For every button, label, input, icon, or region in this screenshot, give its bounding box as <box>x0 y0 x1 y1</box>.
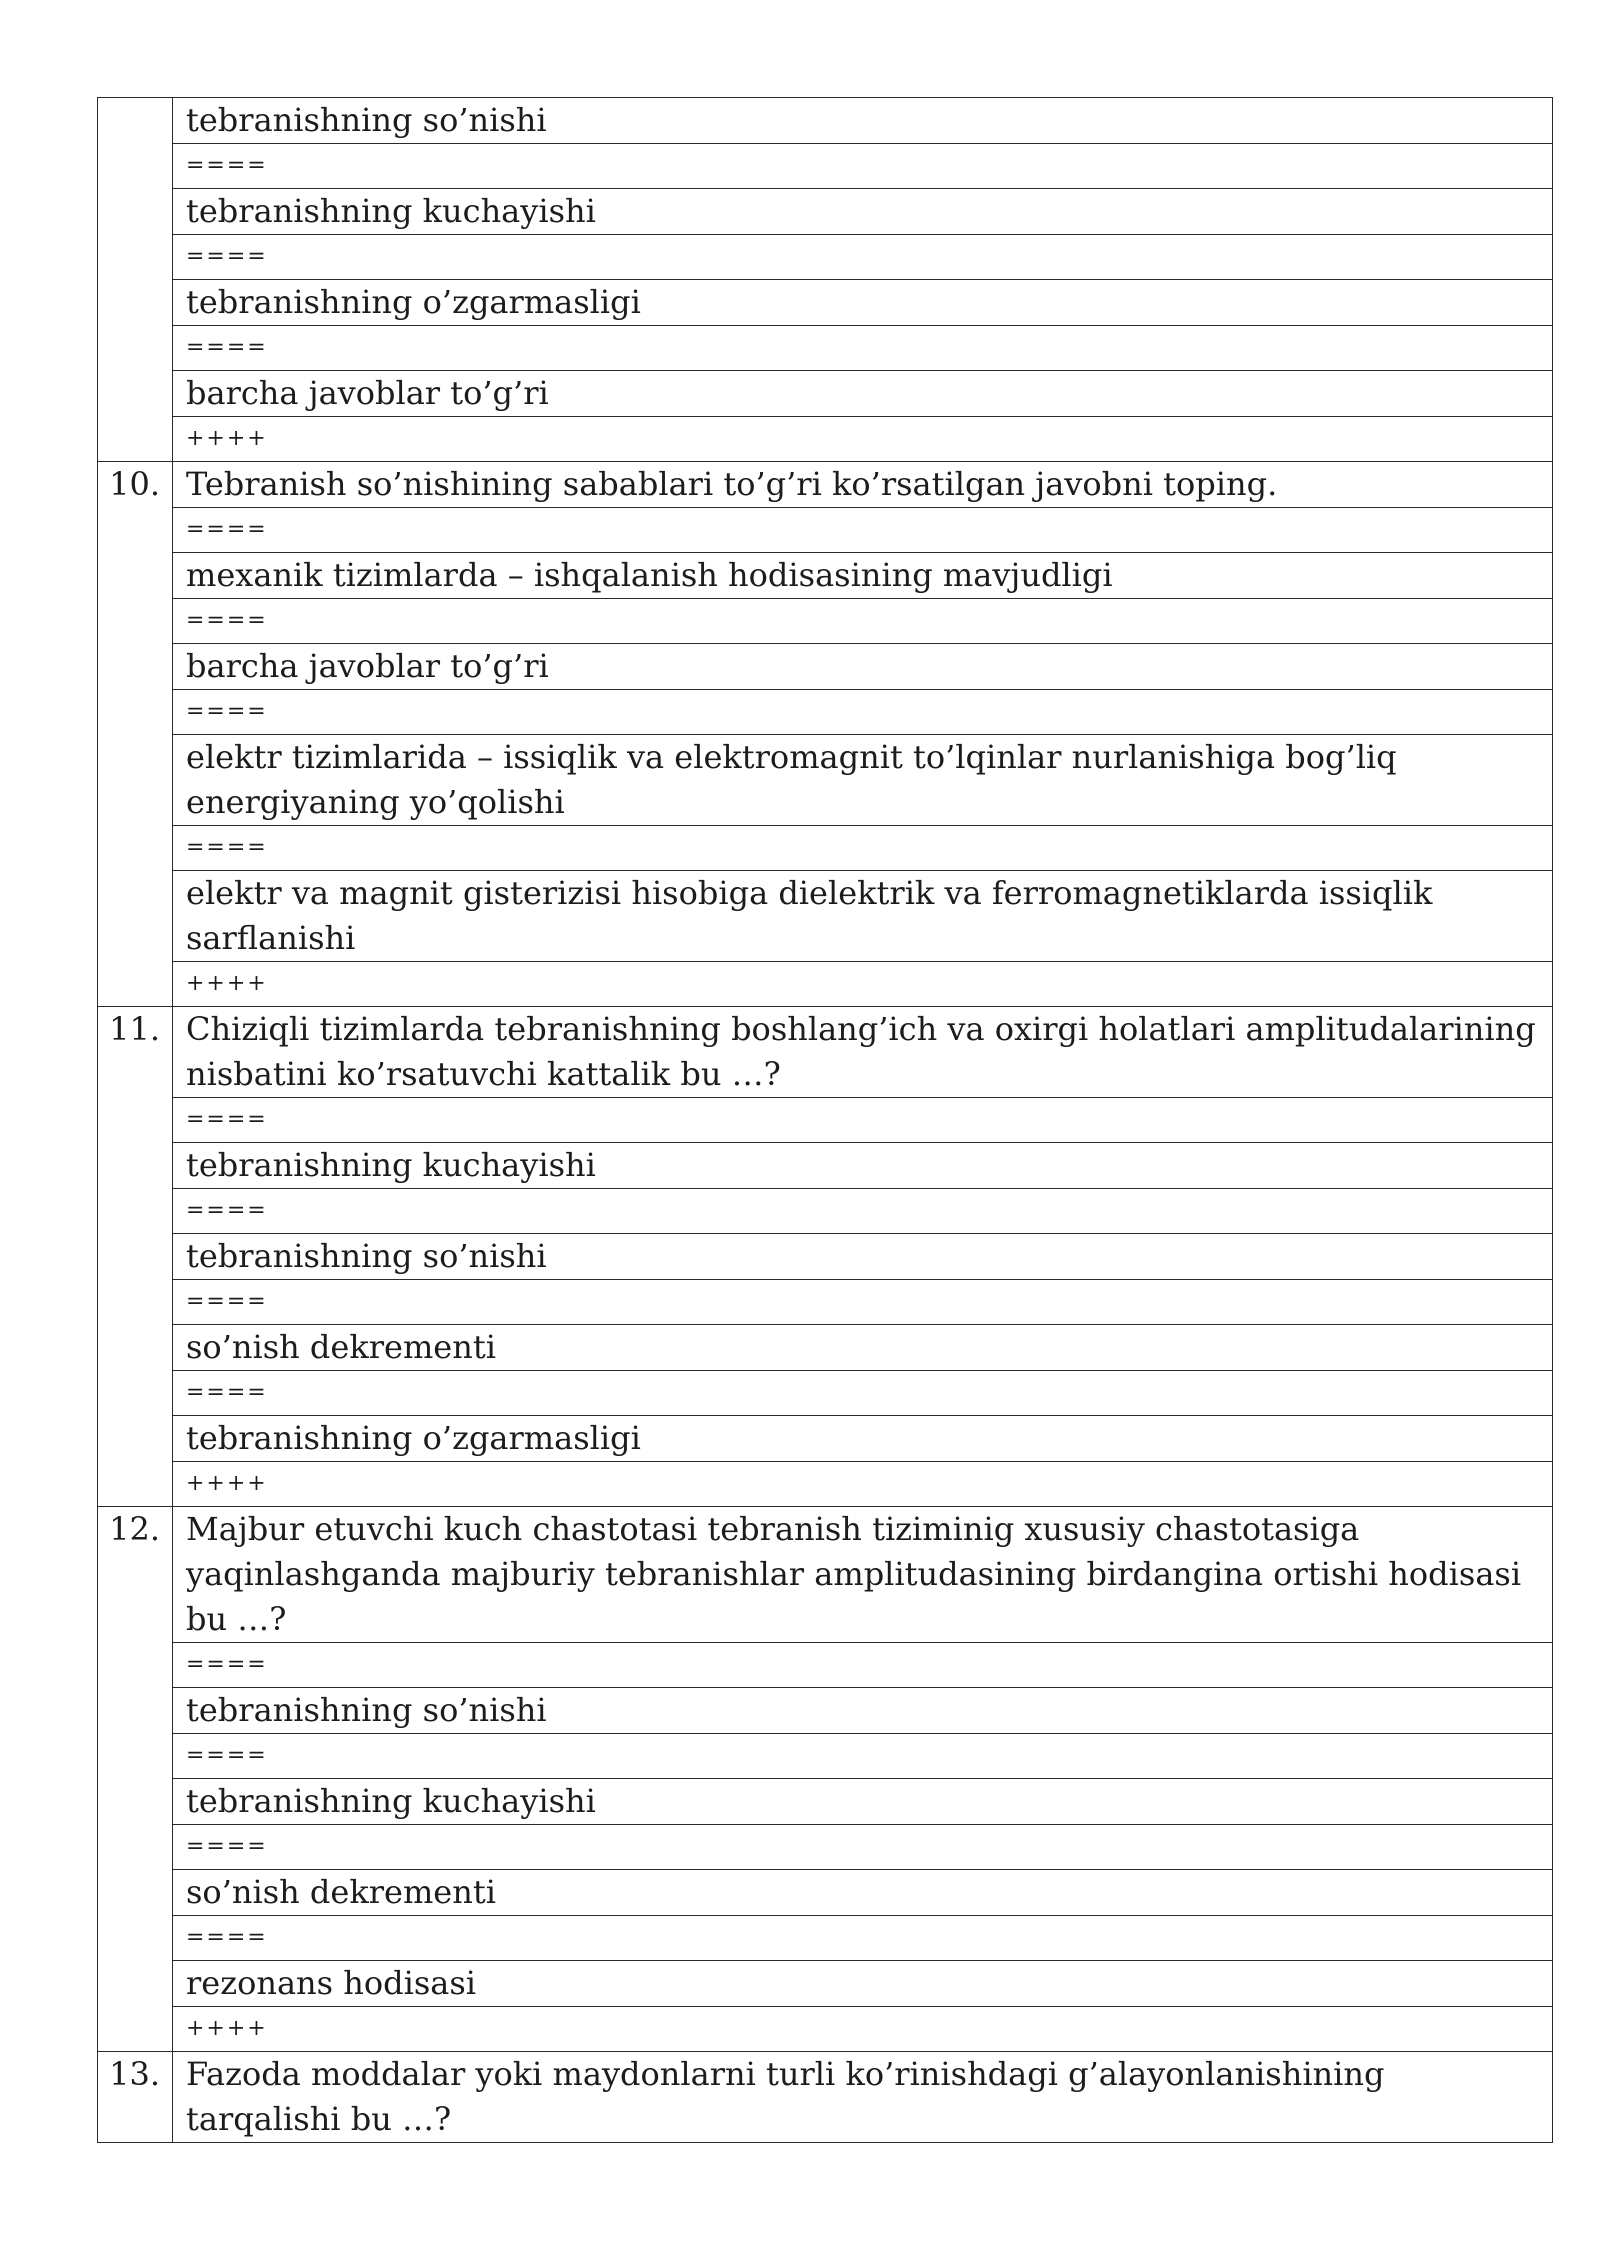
answer-option: so’nish dekrementi <box>173 1325 1553 1371</box>
answer-option: tebranishning so’nishi <box>173 1234 1553 1280</box>
answer-row <box>98 1779 1553 1825</box>
answer-row <box>98 553 1553 599</box>
answer-row <box>98 1143 1553 1189</box>
answer-option: elektr va magnit gisterizisi hisobiga dielektrik va ferromagnetiklarda issiqlik sarflanishi <box>173 871 1553 962</box>
separator-row <box>98 1916 1553 1961</box>
answer-option: elektr tizimlarida – issiqlik va elektromagnit to’lqinlar nurlanishiga bog’liq energiyaning yo’qolishi <box>173 735 1553 826</box>
answer-row <box>98 644 1553 690</box>
separator-marker: ==== <box>173 599 1553 644</box>
answer-option: tebranishning so’nishi <box>173 1688 1553 1734</box>
separator-row <box>98 2007 1553 2052</box>
separator-marker: ==== <box>173 826 1553 871</box>
question-number: 10. <box>98 462 173 1007</box>
answer-option: so’nish dekrementi <box>173 1870 1553 1916</box>
separator-row <box>98 417 1553 462</box>
separator-row <box>98 1734 1553 1779</box>
answer-option: rezonans hodisasi <box>173 1961 1553 2007</box>
answer-option: mexanik tizimlarda – ishqalanish hodisasining mavjudligi <box>173 553 1553 599</box>
answer-row <box>98 1688 1553 1734</box>
answer-row <box>98 735 1553 826</box>
question-row <box>98 2052 1553 2143</box>
separator-row <box>98 690 1553 735</box>
separator-marker: ==== <box>173 1643 1553 1688</box>
answer-row <box>98 98 1553 144</box>
separator-marker: ==== <box>173 235 1553 280</box>
question-number: 11. <box>98 1007 173 1507</box>
separator-marker: ++++ <box>173 417 1553 462</box>
separator-row <box>98 508 1553 553</box>
separator-marker: ++++ <box>173 2007 1553 2052</box>
question-row <box>98 462 1553 508</box>
separator-marker: ==== <box>173 1825 1553 1870</box>
separator-marker: ==== <box>173 1280 1553 1325</box>
separator-row <box>98 1189 1553 1234</box>
separator-marker: ++++ <box>173 962 1553 1007</box>
separator-row <box>98 599 1553 644</box>
answer-row <box>98 1234 1553 1280</box>
answer-row <box>98 280 1553 326</box>
answer-option: tebranishning kuchayishi <box>173 189 1553 235</box>
answer-option: tebranishning o’zgarmasligi <box>173 1416 1553 1462</box>
answer-option: tebranishning kuchayishi <box>173 1143 1553 1189</box>
answer-option: barcha javoblar to’g’ri <box>173 644 1553 690</box>
separator-row <box>98 144 1553 189</box>
separator-row <box>98 962 1553 1007</box>
question-number: 13. <box>98 2052 173 2143</box>
answer-option: tebranishning kuchayishi <box>173 1779 1553 1825</box>
question-row <box>98 1507 1553 1643</box>
separator-row <box>98 1462 1553 1507</box>
separator-row <box>98 1098 1553 1143</box>
answer-row <box>98 189 1553 235</box>
answer-row <box>98 1961 1553 2007</box>
separator-marker: ==== <box>173 1371 1553 1416</box>
separator-marker: ==== <box>173 508 1553 553</box>
separator-row <box>98 826 1553 871</box>
question-row <box>98 1007 1553 1098</box>
quiz-table <box>97 97 1553 2143</box>
separator-marker: ==== <box>173 326 1553 371</box>
separator-row <box>98 1371 1553 1416</box>
question-text: Majbur etuvchi kuch chastotasi tebranish tiziminig xususiy chastotasiga yaqinlashganda majburiy tebranishlar amplitudasining birdangina ortishi hodisasi bu …? <box>173 1507 1553 1643</box>
quiz-table-body <box>98 98 1553 2143</box>
answer-row <box>98 371 1553 417</box>
separator-marker: ==== <box>173 144 1553 189</box>
answer-option: tebranishning so’nishi <box>173 98 1553 144</box>
answer-row <box>98 1416 1553 1462</box>
question-text: Fazoda moddalar yoki maydonlarni turli ko’rinishdagi g’alayonlanishining tarqalishi bu …? <box>173 2052 1553 2143</box>
question-number: 12. <box>98 1507 173 2052</box>
answer-option: barcha javoblar to’g’ri <box>173 371 1553 417</box>
separator-marker: ==== <box>173 1734 1553 1779</box>
separator-marker: ==== <box>173 1189 1553 1234</box>
separator-marker: ==== <box>173 1916 1553 1961</box>
separator-marker: ++++ <box>173 1462 1553 1507</box>
answer-row <box>98 1325 1553 1371</box>
separator-row <box>98 1643 1553 1688</box>
separator-marker: ==== <box>173 690 1553 735</box>
answer-option: tebranishning o’zgarmasligi <box>173 280 1553 326</box>
answer-row <box>98 1870 1553 1916</box>
separator-row <box>98 326 1553 371</box>
question-text: Chiziqli tizimlarda tebranishning boshlang’ich va oxirgi holatlari amplitudalarining nisbatini ko’rsatuvchi kattalik bu …? <box>173 1007 1553 1098</box>
question-number <box>98 98 173 462</box>
separator-row <box>98 235 1553 280</box>
separator-row <box>98 1825 1553 1870</box>
answer-row <box>98 871 1553 962</box>
separator-row <box>98 1280 1553 1325</box>
separator-marker: ==== <box>173 1098 1553 1143</box>
question-text: Tebranish so’nishining sabablari to’g’ri ko’rsatilgan javobni toping. <box>173 462 1553 508</box>
